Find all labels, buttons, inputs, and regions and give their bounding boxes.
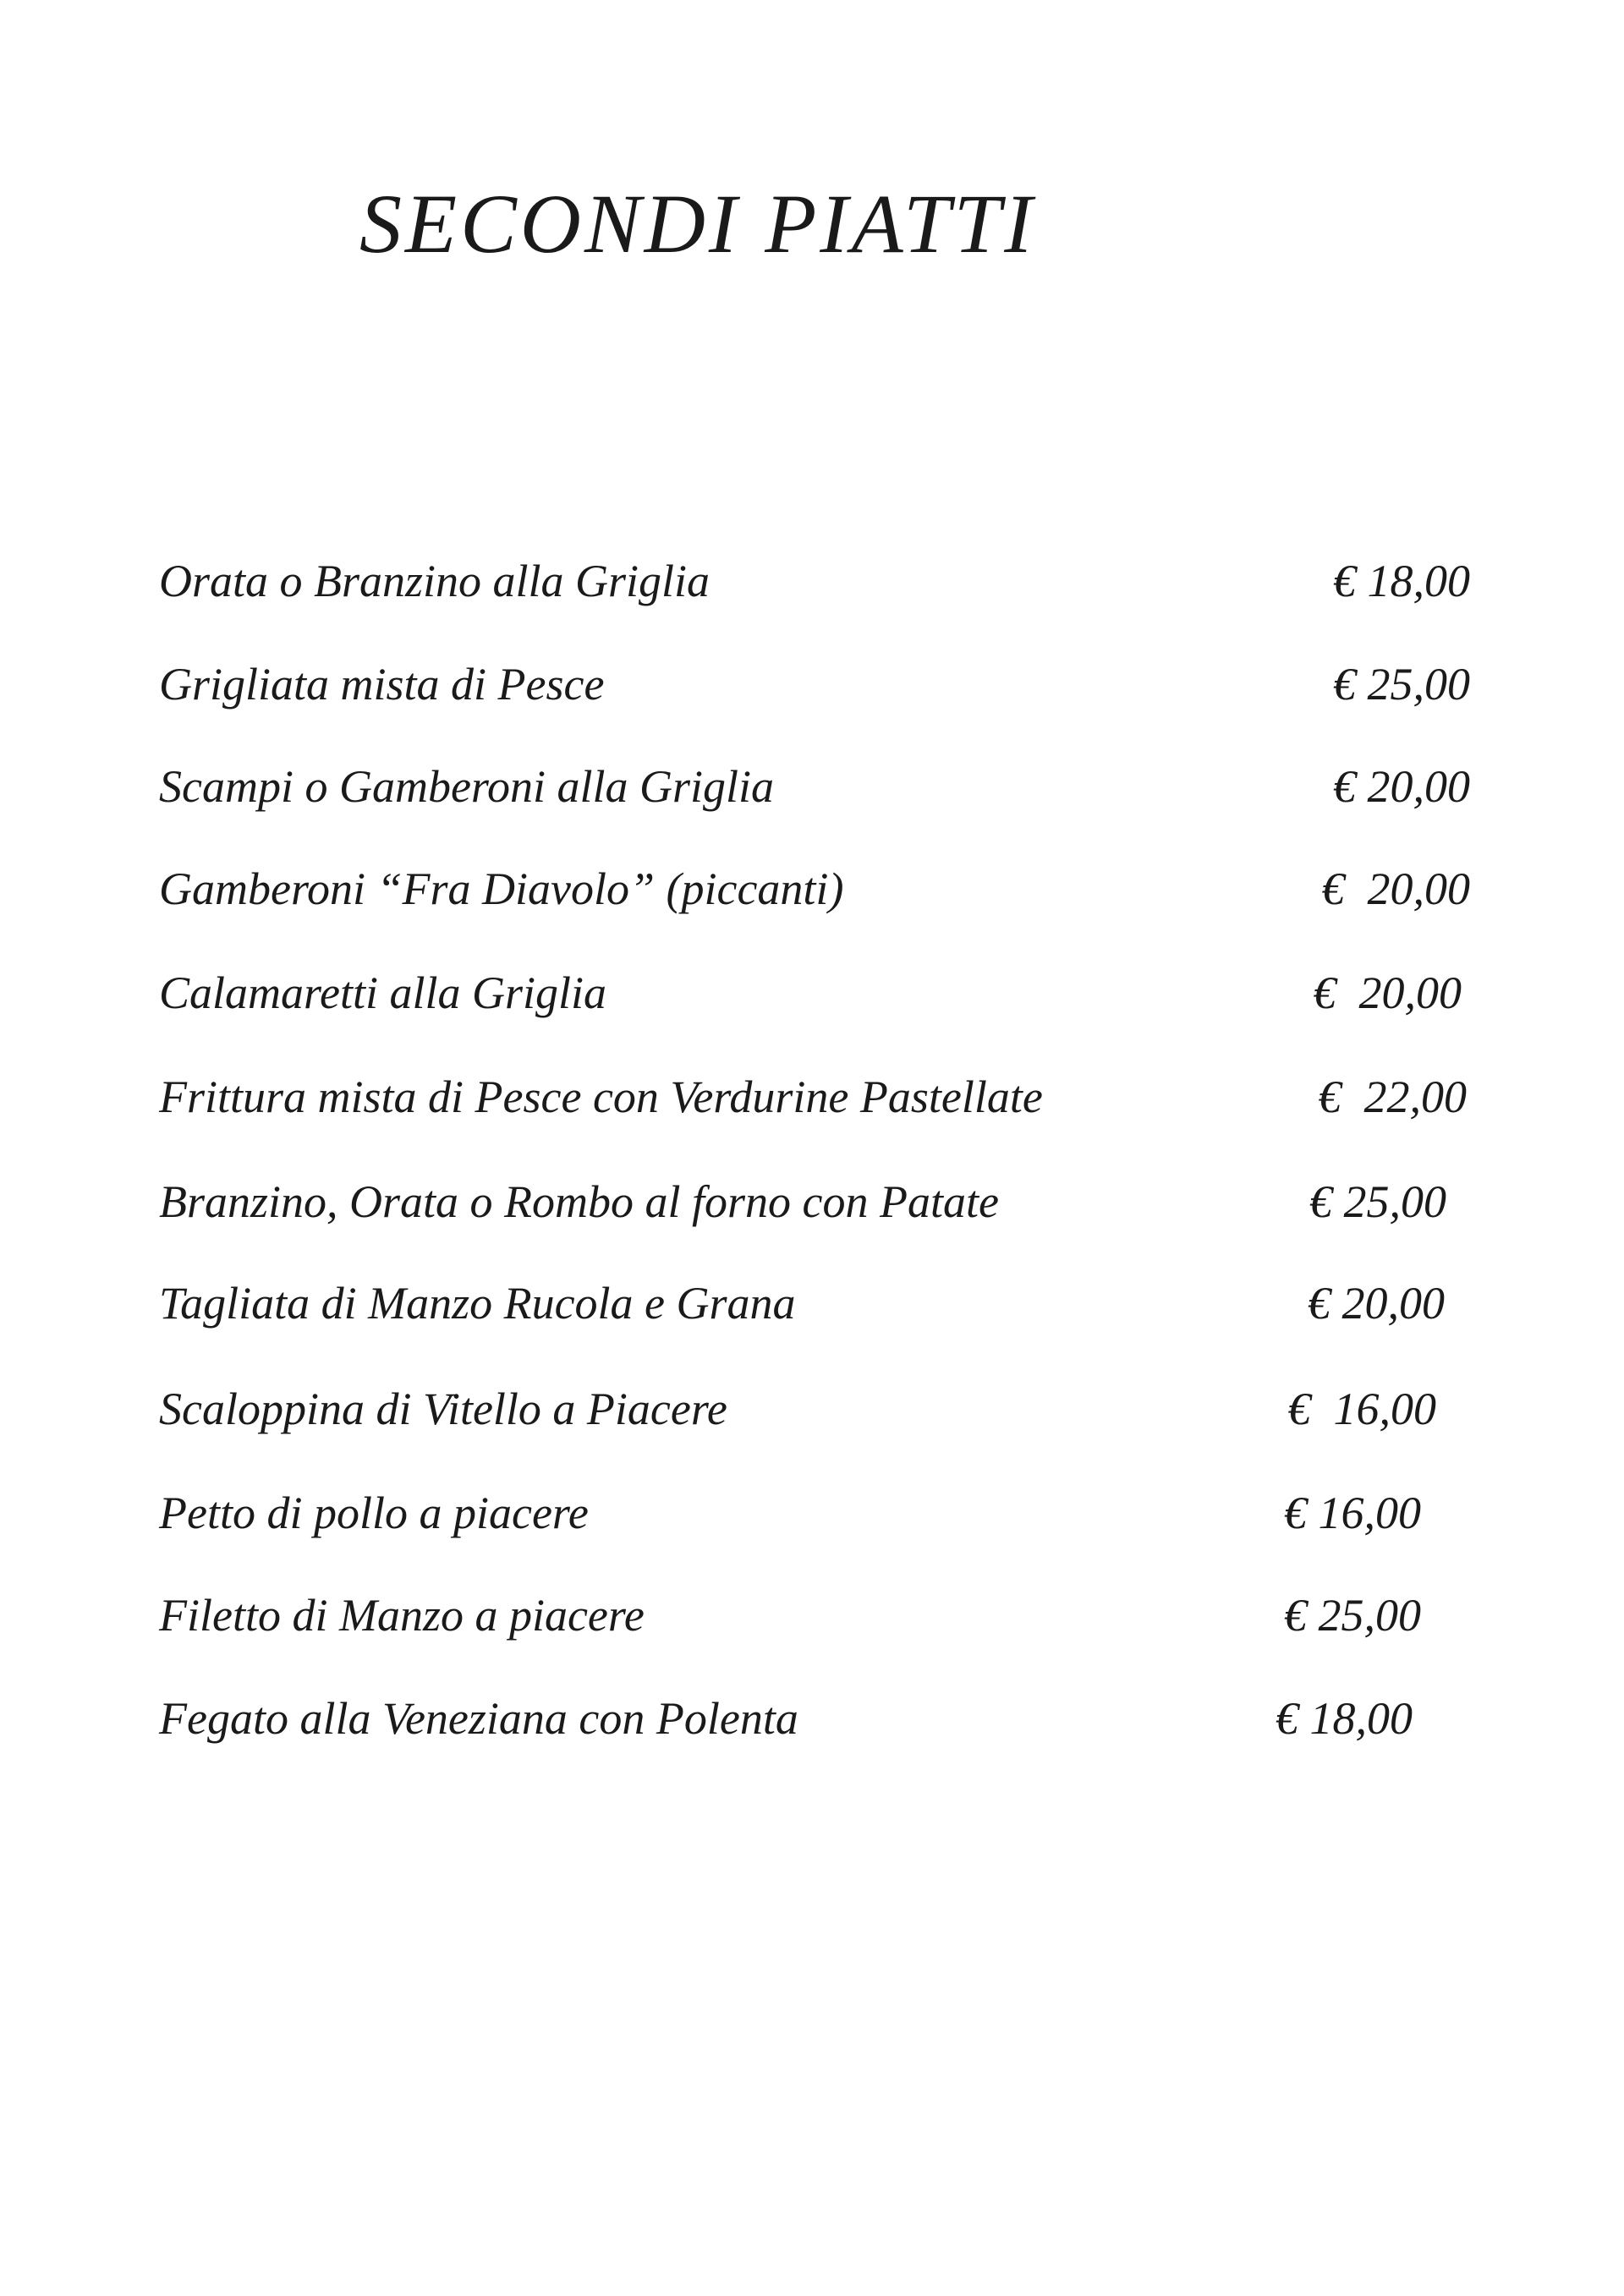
menu-item bbox=[0, 966, 1624, 1050]
dish-price: € 25,00 bbox=[1333, 659, 1470, 710]
dish-price: € 20,00 bbox=[1333, 761, 1470, 812]
dish-name: Grigliata mista di Pesce bbox=[159, 659, 605, 710]
menu-item bbox=[0, 1070, 1624, 1154]
dish-name: Filetto di Manzo a piacere bbox=[159, 1590, 645, 1641]
dish-price: € 20,00 bbox=[1313, 967, 1462, 1018]
menu-item bbox=[0, 1382, 1624, 1466]
dish-price: € 16,00 bbox=[1284, 1488, 1421, 1538]
dish-price: € 18,00 bbox=[1333, 556, 1470, 606]
dish-name: Scaloppina di Vitello a Piacere bbox=[159, 1384, 727, 1434]
menu-item bbox=[0, 554, 1624, 638]
dish-price: € 25,00 bbox=[1284, 1590, 1421, 1641]
dish-name: Orata o Branzino alla Griglia bbox=[159, 556, 710, 606]
menu-item bbox=[0, 1691, 1624, 1776]
menu-item bbox=[0, 862, 1624, 946]
dish-price: € 16,00 bbox=[1287, 1384, 1436, 1434]
dish-price: € 20,00 bbox=[1321, 863, 1470, 914]
menu-item bbox=[0, 657, 1624, 742]
dish-name: Fegato alla Veneziana con Polenta bbox=[159, 1693, 798, 1744]
dish-name: Gamberoni “Fra Diavolo” (piccanti) bbox=[159, 863, 844, 914]
dish-price: € 22,00 bbox=[1318, 1071, 1467, 1122]
dish-name: Branzino, Orata o Rombo al forno con Patate bbox=[159, 1176, 999, 1227]
dish-name: Petto di pollo a piacere bbox=[159, 1488, 589, 1538]
menu-item bbox=[0, 1588, 1624, 1673]
dish-name: Tagliata di Manzo Rucola e Grana bbox=[159, 1278, 796, 1329]
dish-price: € 18,00 bbox=[1276, 1693, 1413, 1744]
dish-price: € 20,00 bbox=[1308, 1278, 1445, 1329]
page-title: SECONDI PIATTI bbox=[359, 177, 1036, 271]
menu-item bbox=[0, 1276, 1624, 1361]
menu-item bbox=[0, 1175, 1624, 1259]
dish-name: Scampi o Gamberoni alla Griglia bbox=[159, 761, 774, 812]
menu-item bbox=[0, 1486, 1624, 1570]
dish-name: Frittura mista di Pesce con Verdurine Pastellate bbox=[159, 1071, 1043, 1122]
menu-item bbox=[0, 759, 1624, 844]
dish-name: Calamaretti alla Griglia bbox=[159, 967, 607, 1018]
dish-price: € 25,00 bbox=[1309, 1176, 1446, 1227]
